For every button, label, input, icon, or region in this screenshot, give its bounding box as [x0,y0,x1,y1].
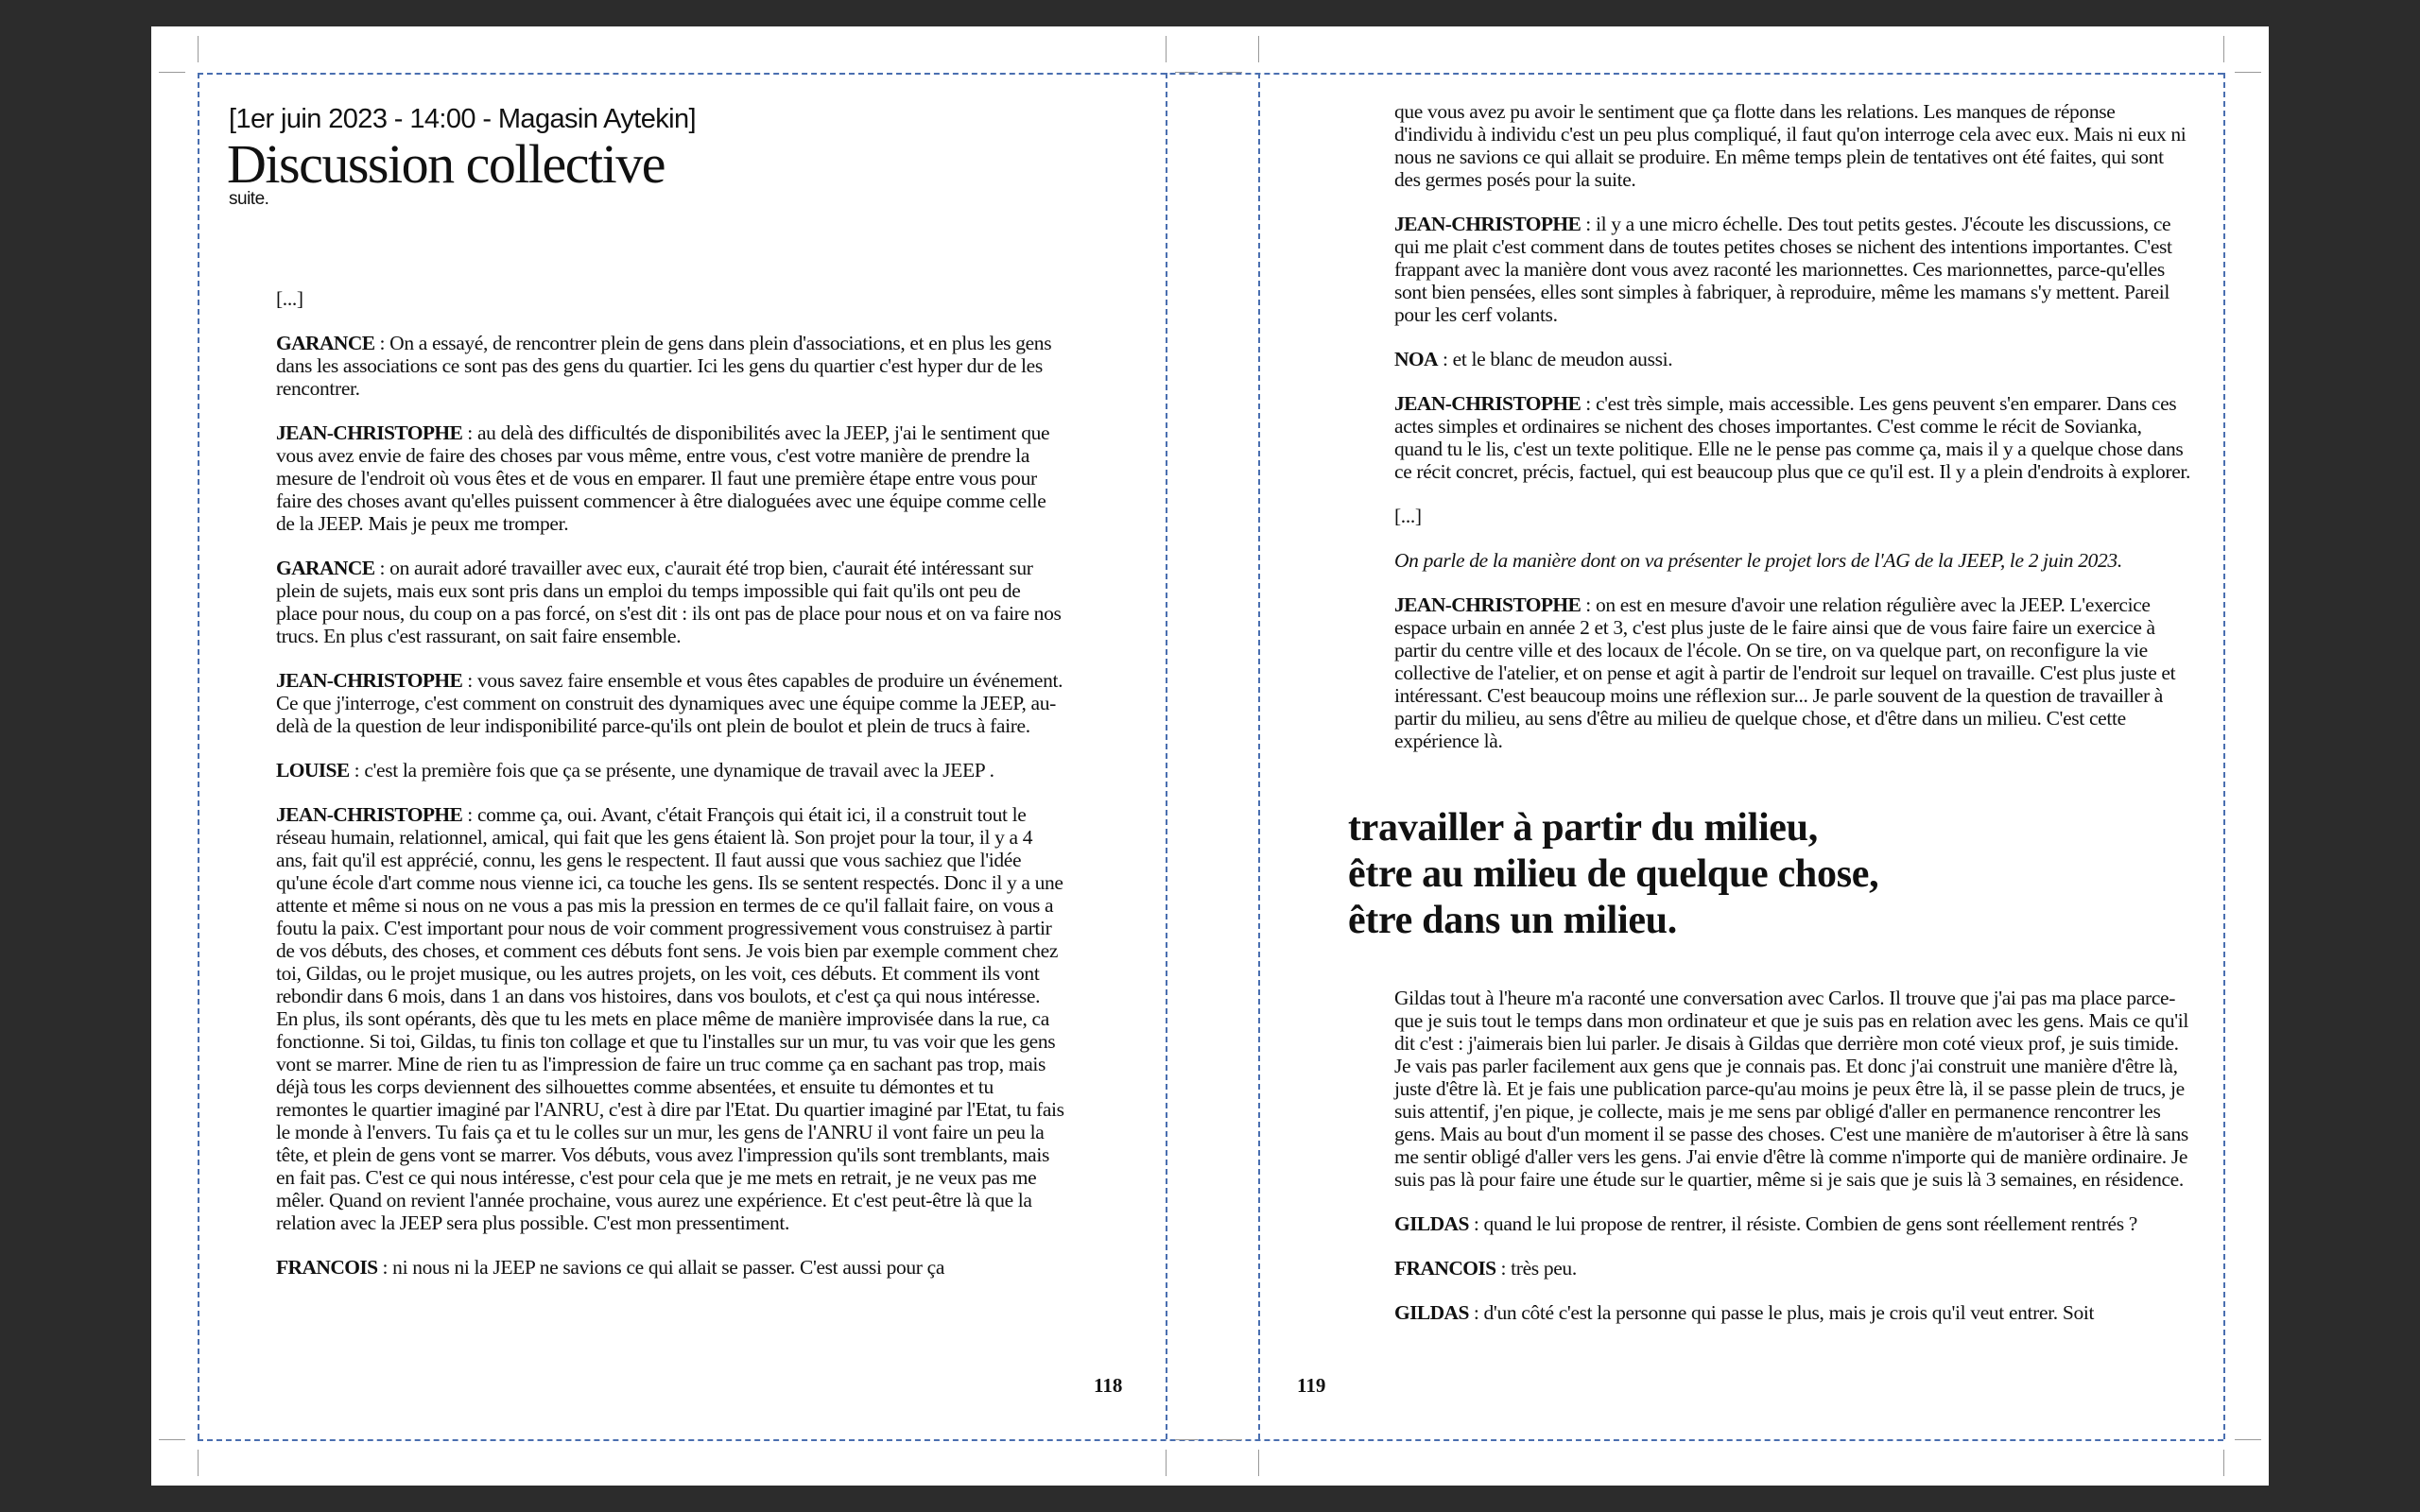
paragraph-text: [...] [276,287,303,310]
paragraph-text: On parle de la manière dont on va présenter le projet lors de l'AG de la JEEP, le 2 juin 2023. [1394,549,2122,572]
speaker-name: LOUISE [276,759,350,782]
trim-mark [1175,1439,1198,1440]
trim-mark [1258,36,1259,62]
right-page-body-top [1394,100,2193,774]
speaker-name: FRANCOIS [1394,1257,1496,1280]
paragraph-text: [...] [1394,505,1422,527]
speaker-name: JEAN-CHRISTOPHE [276,421,463,444]
pull-quote-line: travailler à partir du milieu, [1348,806,1818,850]
dialogue-paragraph [1394,100,2193,191]
speaker-name: JEAN-CHRISTOPHE [1394,392,1582,415]
margin-guide-right-inner [1258,73,1260,1439]
paragraph-text: : quand le lui propose de rentrer, il résiste. Combien de gens sont réellement rentrés ? [1468,1212,2137,1235]
trim-mark [198,36,199,62]
trim-mark [2235,1439,2261,1440]
margin-guide-top [198,73,2223,75]
dialogue-paragraph [276,421,1065,535]
speaker-name: NOA [1394,348,1438,370]
dialogue-paragraph [276,332,1065,400]
page-title: Discussion collective [227,133,666,195]
dialogue-paragraph [276,1256,1065,1279]
trim-mark [1166,36,1167,62]
speaker-name: GARANCE [276,332,375,354]
trim-mark [2223,36,2224,62]
paragraph-text: : on est en mesure d'avoir une relation régulière avec la JEEP. L'exercice espace urbain en année 2 et 3, c'est plus juste de le faire ainsi que de vous faire faire un exercice à partir du centre ville et des locaux de l'école. On se tire, on va quelque part, on reconfigure la vie collective de l'atelier, et on pense et agit à partir de l'endroit sur lequel on travaille. C'est plus juste et intéressant. C'est beaucoup moins une réflexion sur... Je parle souvent de la question de travailler à partir du milieu, au sens d'être au milieu de quelque chose, et d'être dans un milieu. C'est cette expérience là. [1394,593,2176,752]
paragraph-text: : on aurait adoré travailler avec eux, c'aurait été trop bien, c'aurait été intéressant sur plein de sujets, mais eux sont pris dans un emploi du temps impossible qui fait qu'ils ont peu de place pour nous, du coup on a pas forcé, on s'est dit : ils ont pas de place pour nous et on va faire nos trucs. En plus c'est rassurant, on sait faire ensemble. [276,557,1062,647]
paragraph-text: : et le blanc de meudon aussi. [1437,348,1673,370]
paragraph-text: : c'est la première fois que ça se présente, une dynamique de travail avec la JEEP . [349,759,994,782]
paragraph-text: : très peu. [1495,1257,1577,1280]
paragraph-text: : ni nous ni la JEEP ne savions ce qui allait se passer. C'est aussi pour ça [377,1256,945,1279]
margin-guide-bottom [198,1439,2223,1441]
margin-guide-left-inner [1166,73,1167,1439]
margin-guide-left-outer [198,73,199,1439]
page-number-left: 118 [1094,1374,1123,1397]
page-number-right: 119 [1297,1374,1326,1397]
dialogue-paragraph [1394,392,2193,483]
trim-mark [1219,1439,1242,1440]
speaker-name: GARANCE [276,557,375,579]
speaker-name: FRANCOIS [276,1256,378,1279]
paragraph-text: : comme ça, oui. Avant, c'était François qui était ici, il a construit tout le réseau humain, relationnel, amical, qui fait que les gens étaient là. Son projet pour la tour, il y a 4 ans, fait qu'il est apprécié, connu, les gens le respectent. Il faut aussi que vous sachiez que l'idée qu'une école d'art comme nous vienne ici, ca touche les gens. Ils se sentent respectés. Donc il y a une attente et même si nous on ne vous a pas mis la pression en termes de ce qu'il fallait faire, on vous a foutu la paix. C'est important pour nous de voir comment progressivement vous construisez à partir de vos débuts, des choses, et comment ces débuts font sens. Je vois bien par exemple comment chez toi, Gildas, ou le projet musique, ou les autres projets, on les voit, ces débuts. Et comment ils vont rebondir dans 6 mois, dans 1 an dans vos histoires, dans vos boulots, et c'est ça qui nous intéresse. En plus, ils sont opérants, dès que tu les mets en place même de manière improvisée dans la rue, ca fonctionne. Si toi, Gildas, tu finis ton collage et que tu l'installes sur un mur, tu vas voir que les gens vont se marrer. Mine de rien tu as l'impression de faire un truc comme ça en sachant pas trop, mais déjà tous les corps deviennent des silhouettes comme absentées, et ensuite tu démontes et tu remontes le quartier imaginé par l'ANRU, c'est à dire par l'Etat. Du quartier imaginé par l'Etat, tu fais le monde à l'envers. Tu fais ça et tu le colles sur un mur, les gens de l'ANRU il vont faire un peu la tête, et plein de gens vont se marrer. Vos débuts, vous avez l'impression qu'ils sont tremblants, mais en fait pas. C'est ce qui nous intéresse, c'est pour cela que je me mets en retrait, je ne veux pas me mêler. Quand on revient l'année prochaine, vous aurez une expérience. Et c'est peut-être là que la relation avec la JEEP sera plus possible. C'est mon pressentiment. [276,803,1064,1234]
dialogue-paragraph [1394,1212,2193,1235]
trim-mark [1166,1450,1167,1476]
page-subtitle: suite. [229,189,269,209]
paragraph-text: : c'est très simple, mais accessible. Les gens peuvent s'en emparer. Dans ces actes simples et ordinaires se nichent des choses importantes. C'est comme le récit de Sovianka, quand tu le lis, c'est un texte politique. Elle ne le pense pas comme ça, mais il y a quelque chose dans ce récit concret, précis, factuel, qui est beaucoup plus que ce qu'il est. Il y a plein d'endroits à explorer. [1394,392,2191,483]
speaker-name: JEAN-CHRISTOPHE [1394,213,1582,235]
trim-mark [159,72,185,73]
trim-mark [2223,1450,2224,1476]
paragraph-text: : au delà des difficultés de disponibilités avec la JEEP, j'ai le sentiment que vous avez envie de faire des choses par vous même, entre vous, c'est votre manière de prendre la mesure de l'endroit où vous êtes et de vous en emparer. Il faut une première étape entre vous pour faire des choses avant qu'elles puissent commencer à être dialoguées avec une équipe comme celle de la JEEP. Mais je peux me tromper. [276,421,1050,535]
paragraph-text: : d'un côté c'est la personne qui passe le plus, mais je crois qu'il veut entrer. Soit [1468,1301,2095,1324]
dialogue-paragraph [1394,348,2193,370]
dialogue-paragraph [276,557,1065,647]
trim-mark [1219,72,1242,73]
speaker-name: JEAN-CHRISTOPHE [276,803,463,826]
paragraph-text: Gildas tout à l'heure m'a raconté une conversation avec Carlos. Il trouve que j'ai pas ma place parce-que je suis tout le temps dans mon ordinateur et que je suis pas en relation avec les gens. Mais ce qu'il dit c'est : j'aimerais bien lui parler. Je disais à Gildas que derrière mon coté vieux prof, je suis timide. Je vais pas parler facilement aux gens que je connais pas. Et donc j'ai construit une manière d'être là, juste d'être là. Et je fais une publication parce-qu'au moins je peux être là, il se passe plein de trucs, je suis attentif, j'en pique, je collecte, mais je me sens par obligé d'aller en permanence rencontrer les gens. Mais au bout d'un moment il se passe des choses. C'est une manière de m'autoriser à être là sans me sentir obligé d'aller vers les gens. J'ai envie d'être là comme n'importe qui de manière ordinaire. Je suis pas là pour faire une étude sur le quartier, même si je sais que je suis là 3 semaines, en résidence. [1394,987,2189,1191]
pull-quote [1348,805,1878,944]
paragraph-text: que vous avez pu avoir le sentiment que ça flotte dans les relations. Les manques de réponse d'individu à individu c'est un peu plus compliqué, il faut qu'on interroge cela avec eux. Mais ni eux ni nous ne savions ce qui allait se produire. En même temps plein de tentatives ont été faites, qui sont des germes posés pour la suite. [1394,100,2187,191]
pull-quote-line: être dans un milieu. [1348,899,1677,942]
dialogue-paragraph [1394,1257,2193,1280]
speaker-name: JEAN-CHRISTOPHE [1394,593,1582,616]
trim-mark [1258,1450,1259,1476]
paragraph-text: : vous savez faire ensemble et vous êtes capables de produire un événement. Ce que j'interroge, c'est comment on construit des dynamiques avec une équipe comme la JEEP, au-delà de la question de leur indisponibilité parce-qu'ils ont plein de boulot et plein de trucs à faire. [276,669,1063,737]
session-date-line: [1er juin 2023 - 14:00 - Magasin Aytekin] [229,104,696,134]
trim-mark [2235,72,2261,73]
speaker-name: JEAN-CHRISTOPHE [276,669,463,692]
dialogue-paragraph [1394,1301,2193,1324]
pull-quote-line: être au milieu de quelque chose, [1348,852,1879,896]
margin-guide-right-outer [2223,73,2225,1439]
dialogue-paragraph [1394,987,2193,1191]
trim-mark [198,1450,199,1476]
dialogue-paragraph [276,803,1065,1234]
dialogue-paragraph [1394,213,2193,326]
dialogue-paragraph [276,287,1065,310]
dialogue-paragraph [1394,549,2193,572]
dialogue-paragraph [1394,505,2193,527]
dialogue-paragraph [1394,593,2193,752]
left-page-body [276,287,1065,1300]
paragraph-text: : il y a une micro échelle. Des tout petits gestes. J'écoute les discussions, ce qui me plait c'est comment dans de toutes petites choses se nichent des intentions importantes. C'est frappant avec la manière dont vous avez raconté les marionnettes. Ces marionnettes, parce-qu'elles sont bien pensées, elles sont simples à fabriquer, à reproduire, même les mamans s'y mettent. Pareil pour les cerf volants. [1394,213,2172,326]
trim-mark [159,1439,185,1440]
speaker-name: GILDAS [1394,1301,1469,1324]
right-page-body-bottom [1394,987,2193,1346]
dialogue-paragraph [276,669,1065,737]
trim-mark [1175,72,1198,73]
speaker-name: GILDAS [1394,1212,1469,1235]
dialogue-paragraph [276,759,1065,782]
paragraph-text: : On a essayé, de rencontrer plein de gens dans plein d'associations, et en plus les gens dans les associations ce sont pas des gens du quartier. Ici les gens du quartier c'est hyper dur de les rencontrer. [276,332,1052,400]
